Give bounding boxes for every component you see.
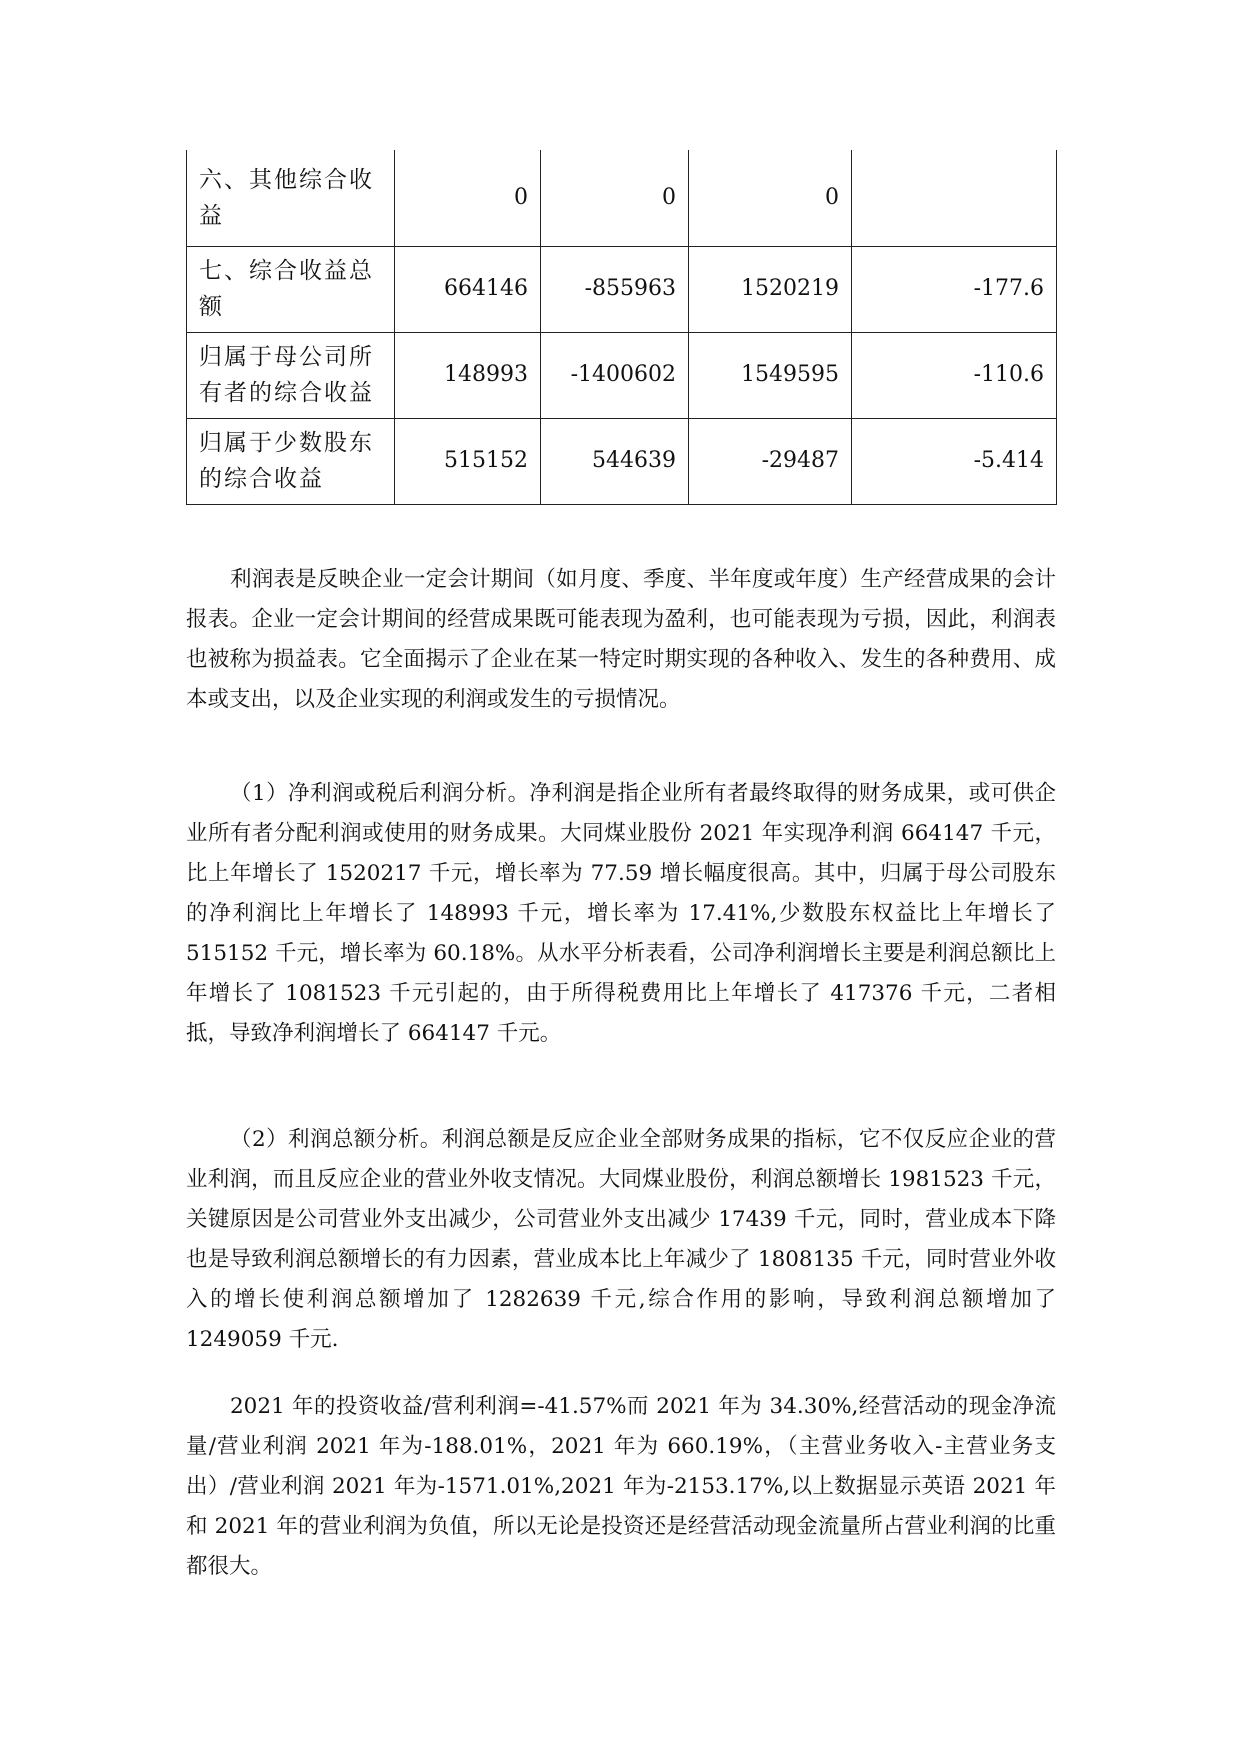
table-row xyxy=(187,332,1057,418)
table-cell xyxy=(852,150,1057,246)
paragraph-total-profit-analysis: （2）利润总额分析。利润总额是反应企业全部财务成果的指标，它不仅反应企业的营业利润，而且反应企业的营业外收支情况。大同煤业股份，利润总额增长 1981523 千元，关键原因是公司营业外支出减少，公司营业外支出减少 17439 千元，同时，营业成本下降也是导致利润总额增长的有力因素，营业成本比上年减少了 1808135 千元，同时营业外收入的增长使利润总额增加了 1282639 千元,综合作用的影响，导致利润总额增加了 1249059 千元. xyxy=(186,1127,1056,1352)
table-cell: 0 xyxy=(395,150,541,246)
table-cell: 544639 xyxy=(541,418,689,504)
table-cell: 515152 xyxy=(395,418,541,504)
row-label: 六、其他综合收益 xyxy=(187,150,395,246)
table-cell: -177.6 xyxy=(852,246,1057,332)
paragraph-income-statement-intro: 利润表是反映企业一定会计期间（如月度、季度、半年度或年度）生产经营成果的会计报表。企业一定会计期间的经营成果既可能表现为盈利，也可能表现为亏损，因此，利润表也被称为损益表。它全面揭示了企业在某一特定时期实现的各种收入、发生的各种费用、成本或支出，以及企业实现的利润或发生的亏损情况。 xyxy=(186,567,1056,712)
table-cell: -855963 xyxy=(541,246,689,332)
row-label: 归属于少数股东的综合收益 xyxy=(187,418,395,504)
table-cell: 0 xyxy=(689,150,852,246)
table-cell: -5.414 xyxy=(852,418,1057,504)
table-cell: -29487 xyxy=(689,418,852,504)
table-cell: 148993 xyxy=(395,332,541,418)
table-cell: 1549595 xyxy=(689,332,852,418)
table-cell: 1520219 xyxy=(689,246,852,332)
row-label: 归属于母公司所有者的综合收益 xyxy=(187,332,395,418)
paragraph-net-profit-analysis: （1）净利润或税后利润分析。净利润是指企业所有者最终取得的财务成果，或可供企业所有者分配利润或使用的财务成果。大同煤业股份 2021 年实现净利润 664147 千元，比上年增长了 1520217 千元，增长率为 77.59 增长幅度很高。其中，归属于母公司股东的净利润比上年增长了 148993 千元，增长率为 17.41%,少数股东权益比上年增长了 515152 千元，增长率为 60.18%。从水平分析表看，公司净利润增长主要是利润总额比上年增长了 1081523 千元引起的，由于所得税费用比上年增长了 417376 千元，二者相抵，导致净利润增长了 664147 千元。 xyxy=(186,781,1056,1046)
table-row xyxy=(187,150,1057,246)
comprehensive-income-table xyxy=(186,150,1057,505)
table-cell: -1400602 xyxy=(541,332,689,418)
table-cell: 664146 xyxy=(395,246,541,332)
row-label: 七、综合收益总额 xyxy=(187,246,395,332)
paragraph-ratio-analysis: 2021 年的投资收益/营利利润=-41.57%而 2021 年为 34.30%,经营活动的现金净流量/营业利润 2021 年为-188.01%，2021 年为 660.19%，（主营业务收入-主营业务支出）/营业利润 2021 年为-1571.01%,2021 年为-2153.17%,以上数据显示英语 2021 年和 2021 年的营业利润为负值，所以无论是投资还是经营活动现金流量所占营业利润的比重都很大。 xyxy=(186,1394,1056,1579)
table-cell: -110.6 xyxy=(852,332,1057,418)
table-row xyxy=(187,418,1057,504)
table-cell: 0 xyxy=(541,150,689,246)
table-row xyxy=(187,246,1057,332)
